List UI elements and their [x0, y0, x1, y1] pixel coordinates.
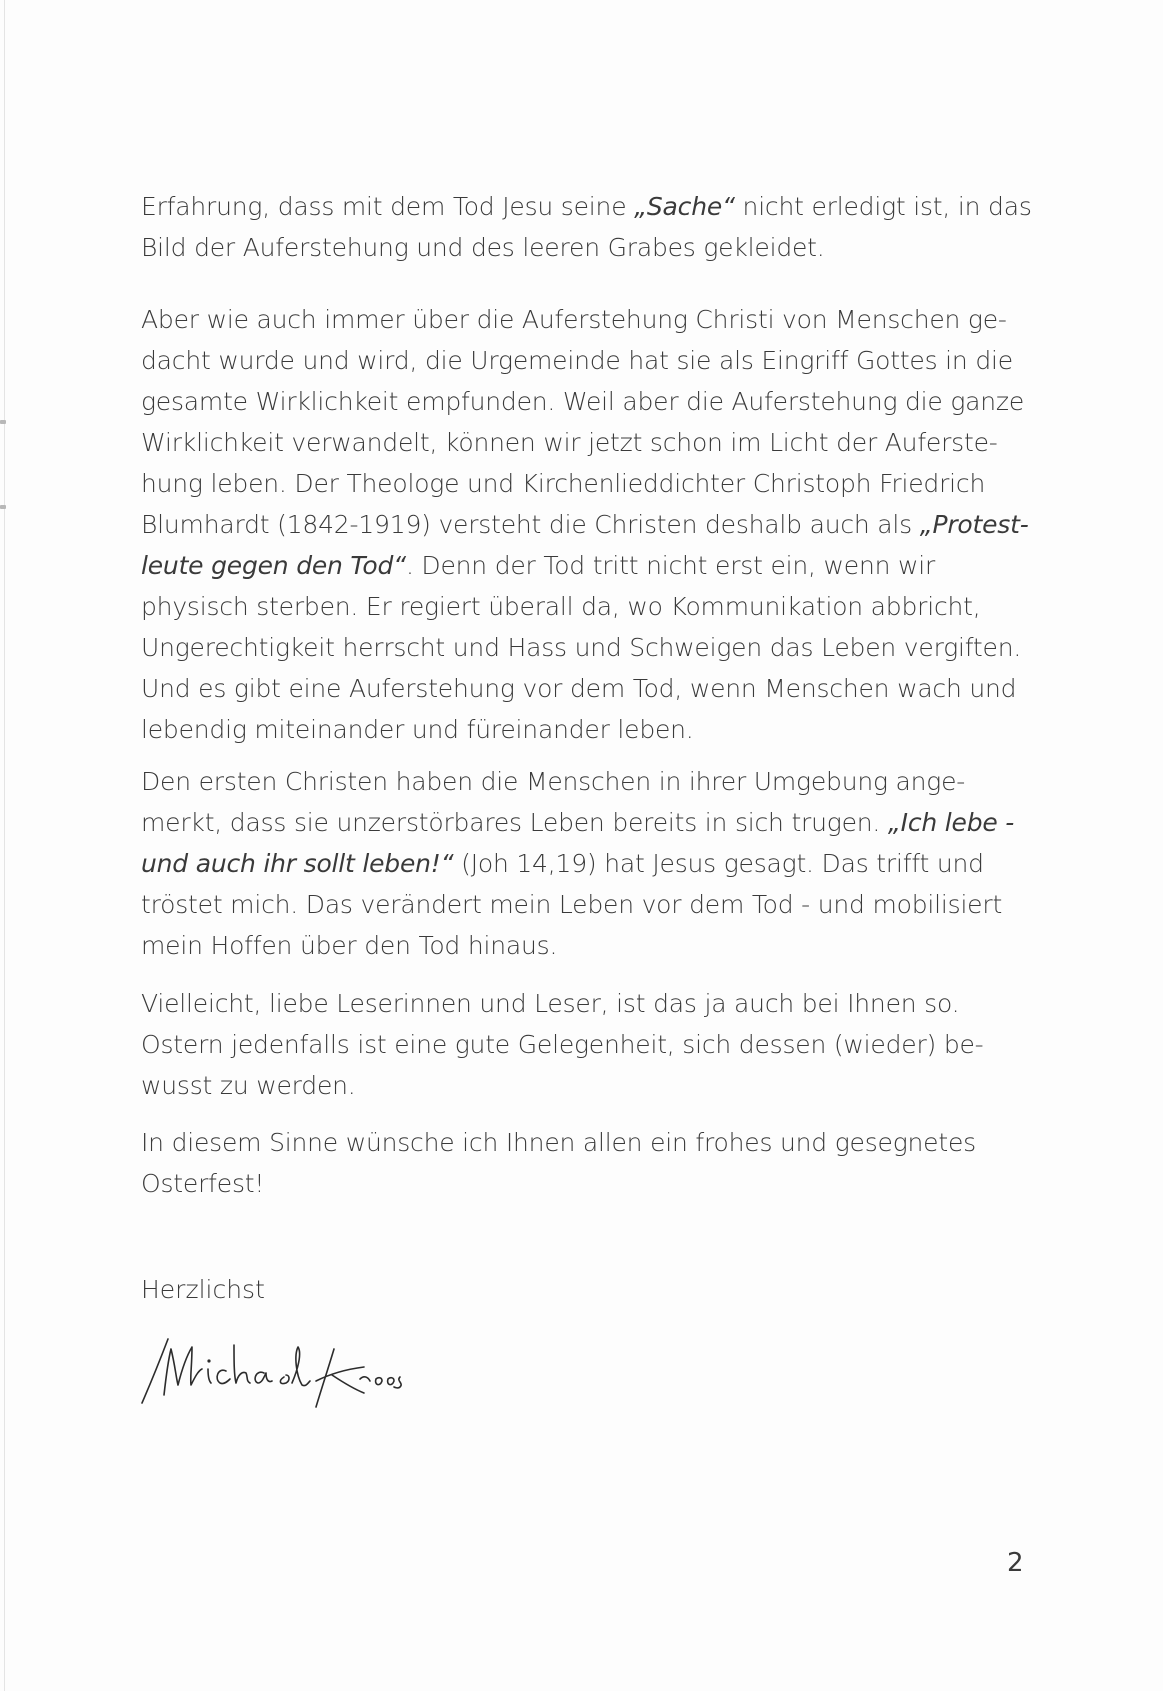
text-line: Bild der Auferstehung und des leeren Grabes gekleidet. [141, 233, 825, 262]
text-line: Den ersten Christen haben die Menschen in ihrer Umgebung ange- [141, 767, 966, 796]
page-number: 2 [1007, 1548, 1024, 1578]
paragraph-3 [141, 761, 1014, 966]
text-line: merkt, dass sie unzerstörbares Leben bereits in sich trugen. „Ich lebe - [141, 808, 1015, 837]
paragraph-2 [141, 299, 1029, 750]
scan-mark [0, 505, 6, 509]
emphasis: „Sache“ [634, 192, 735, 221]
paragraph-4 [141, 983, 984, 1106]
text-line: tröstet mich. Das verändert mein Leben vor dem Tod - und mobilisiert [141, 890, 1003, 919]
text-line: Ostern jedenfalls ist eine gute Gelegenheit, sich dessen (wieder) be- [141, 1030, 984, 1059]
text-line: Und es gibt eine Auferstehung vor dem Tod, wenn Menschen wach und [141, 674, 1017, 703]
text-line: wusst zu werden. [141, 1071, 356, 1100]
signature-image [138, 1325, 408, 1415]
text-line: dacht wurde und wird, die Urgemeinde hat sie als Eingriff Gottes in die [141, 346, 1013, 375]
emphasis: und auch ihr sollt leben!“ [141, 849, 454, 878]
text-line: Vielleicht, liebe Leserinnen und Leser, ist das ja auch bei Ihnen so. [141, 989, 960, 1018]
emphasis: „Ich lebe - [887, 808, 1015, 837]
text-line: leute gegen den Tod“. Denn der Tod tritt nicht erst ein, wenn wir [141, 551, 936, 580]
emphasis: „Protest- [919, 510, 1029, 539]
scan-mark [0, 420, 6, 424]
emphasis: leute gegen den Tod“ [141, 551, 406, 580]
page-edge [4, 0, 5, 1691]
text-line: Ungerechtigkeit herrscht und Hass und Schweigen das Leben vergiften. [141, 633, 1022, 662]
text-line: hung leben. Der Theologe und Kirchenlieddichter Christoph Friedrich [141, 469, 986, 498]
text-line: lebendig miteinander und füreinander leben. [141, 715, 694, 744]
text-line: physisch sterben. Er regiert überall da, wo Kommunikation abbricht, [141, 592, 981, 621]
text-line: Aber wie auch immer über die Auferstehung Christi von Menschen ge- [141, 305, 1007, 334]
text-line: Blumhardt (1842-1919) versteht die Christen deshalb auch als „Protest- [141, 510, 1029, 539]
text-line: Wirklichkeit verwandelt, können wir jetzt schon im Licht der Auferste- [141, 428, 998, 457]
text-line: In diesem Sinne wünsche ich Ihnen allen ein frohes und gesegnetes [141, 1128, 976, 1157]
text-line: und auch ihr sollt leben!“ (Joh 14,19) hat Jesus gesagt. Das trifft und [141, 849, 984, 878]
text-line: mein Hoffen über den Tod hinaus. [141, 931, 558, 960]
paragraph-1 [141, 186, 1032, 268]
closing-salutation: Herzlichst [141, 1275, 265, 1304]
text-line: gesamte Wirklichkeit empfunden. Weil aber die Auferstehung die ganze [141, 387, 1025, 416]
paragraph-5 [141, 1122, 976, 1204]
text-line: Erfahrung, dass mit dem Tod Jesu seine „Sache“ nicht erledigt ist, in das [141, 192, 1032, 221]
text-line: Osterfest! [141, 1169, 265, 1198]
